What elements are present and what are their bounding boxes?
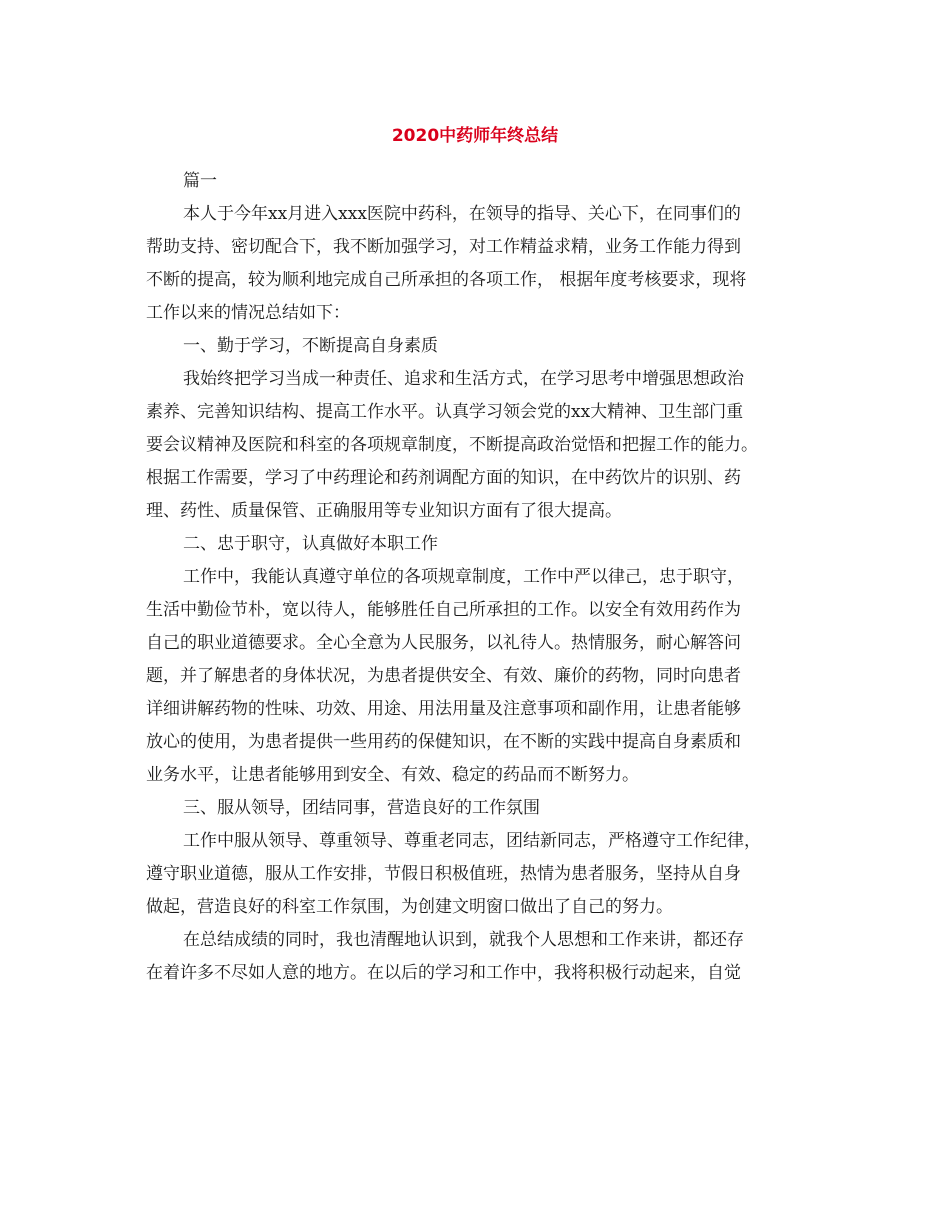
paragraph-line: 做起，营造良好的科室工作氛围，为创建文明窗口做出了自己的努力。 — [146, 897, 673, 917]
document-title: 2020中药师年终总结 — [391, 126, 559, 146]
paragraph-line: 根据工作需要，学习了中药理论和药剂调配方面的知识，在中药饮片的识别、药 — [146, 468, 741, 488]
paragraph-line: 生活中勤俭节朴，宽以待人，能够胜任自己所承担的工作。以安全有效用药作为 — [146, 600, 741, 620]
paragraph-line: 题，并了解患者的身体状况，为患者提供安全、有效、廉价的药物，同时向患者 — [146, 666, 741, 686]
paragraph-line: 工作中，我能认真遵守单位的各项规章制度，工作中严以律己，忠于职守， — [183, 567, 744, 587]
paragraph-line: 素养、完善知识结构、提高工作水平。认真学习领会党的xx大精神、卫生部门重 — [146, 402, 744, 422]
paragraph-line: 本人于今年xx月进入xxx医院中药科，在领导的指导、关心下，在同事们的 — [183, 204, 741, 224]
paragraph-line: 帮助支持、密切配合下，我不断加强学习，对工作精益求精，业务工作能力得到 — [146, 237, 741, 257]
paragraph-line: 工作以来的情况总结如下： — [146, 303, 350, 323]
paragraph-line: 要会议精神及医院和科室的各项规章制度，不断提高政治觉悟和把握工作的能力。 — [146, 435, 758, 455]
paragraph-line: 理、药性、质量保管、正确服用等专业知识方面有了很大提高。 — [146, 501, 622, 521]
paragraph-line: 我始终把学习当成一种责任、追求和生活方式，在学习思考中增强思想政治 — [183, 369, 744, 389]
section-heading: 一、勤于学习，不断提高自身素质 — [183, 336, 438, 356]
paragraph-line: 放心的使用，为患者提供一些用药的保健知识，在不断的实践中提高自身素质和 — [146, 732, 741, 752]
section-heading: 三、服从领导，团结同事，营造良好的工作氛围 — [183, 798, 540, 818]
paragraph-line: 在总结成绩的同时，我也清醒地认识到，就我个人思想和工作来讲，都还存 — [183, 930, 744, 950]
paragraph-line: 业务水平，让患者能够用到安全、有效、稳定的药品而不断努力。 — [146, 765, 639, 785]
paragraph-line: 工作中服从领导、尊重领导、尊重老同志，团结新同志，严格遵守工作纪律， — [183, 831, 761, 851]
section-label: 篇一 — [183, 171, 217, 191]
paragraph-line: 详细讲解药物的性味、功效、用途、用法用量及注意事项和副作用，让患者能够 — [146, 699, 741, 719]
paragraph-line: 自己的职业道德要求。全心全意为人民服务，以礼待人。热情服务，耐心解答问 — [146, 633, 741, 653]
paragraph-line: 在着许多不尽如人意的地方。在以后的学习和工作中，我将积极行动起来，自觉 — [146, 963, 741, 983]
section-heading: 二、忠于职守，认真做好本职工作 — [183, 534, 438, 554]
paragraph-line: 不断的提高，较为顺利地完成自己所承担的各项工作， 根据年度考核要求，现将 — [146, 270, 747, 290]
paragraph-line: 遵守职业道德，服从工作安排，节假日积极值班，热情为患者服务，坚持从自身 — [146, 864, 741, 884]
